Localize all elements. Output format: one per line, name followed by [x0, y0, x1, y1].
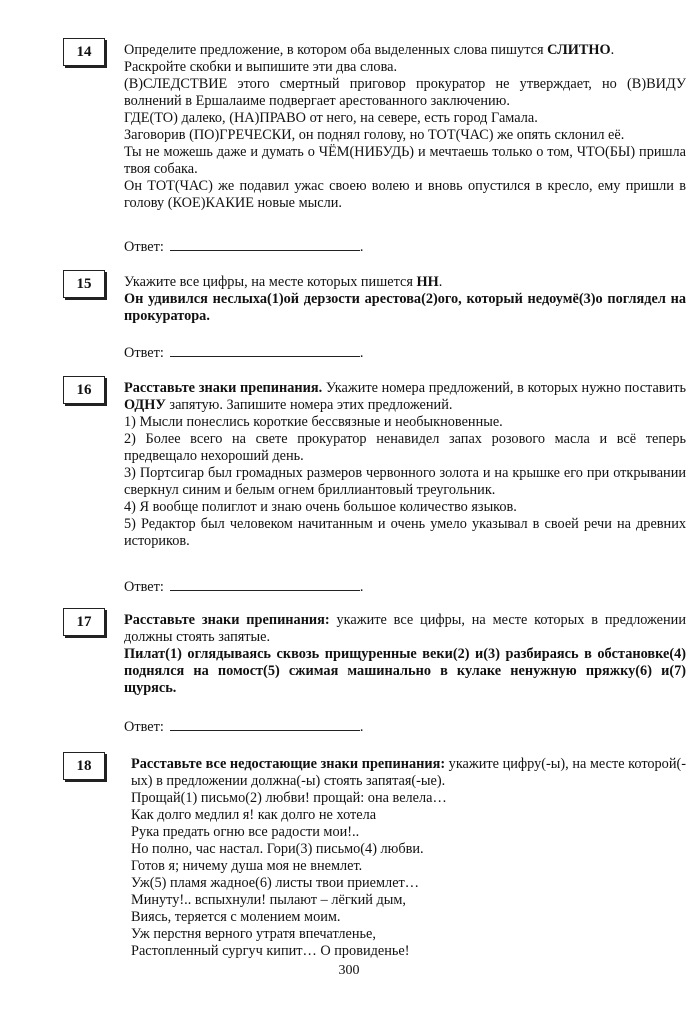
answer-line[interactable] — [170, 578, 360, 591]
list-item: 4) Я вообще полиглот и знаю очень большое количество языков. — [124, 499, 517, 515]
task-instruction: Определите предложение, в котором оба выделенных слова пишутся СЛИТНО. — [124, 42, 615, 58]
answer-line[interactable] — [170, 344, 360, 357]
answer-field[interactable]: Ответ: . — [124, 239, 364, 255]
task-number-box: 16 — [63, 376, 105, 404]
task-body — [124, 380, 686, 550]
task-line: (В)СЛЕДСТВИЕ этого смертный приговор прокуратор не утверждает, но (В)ВИДУ волнений в Ершалаиме подвергает арестованного заключению. — [124, 76, 686, 109]
poem-line: Уж(5) пламя жадное(6) листы твои приемлет… — [131, 875, 420, 891]
poem-line: Минуту!.. вспыхнули! пылают – лёгкий дым, — [131, 892, 407, 908]
page-number: 300 — [338, 963, 360, 978]
answer-label: Ответ: — [124, 239, 164, 255]
task-body — [124, 42, 686, 212]
task-instruction: Расставьте все недостающие знаки препинания: укажите цифру(-ы), на месте которой(-ых) в предложении должна(-ы) стоять запятая(-ые). — [131, 756, 687, 789]
list-item: 5) Редактор был человеком начитанным и очень умело указывал в своей речи на древних историков. — [124, 516, 686, 549]
task-body — [131, 756, 686, 960]
task-number-box: 18 — [63, 752, 105, 780]
answer-label: Ответ: — [124, 345, 164, 361]
list-item: 1) Мысли понеслись короткие бессвязные и необыкновенные. — [124, 414, 503, 430]
poem-line: Уж перстня верного утратя впечатленье, — [131, 926, 376, 942]
answer-line[interactable] — [170, 718, 360, 731]
answer-field[interactable]: Ответ: . — [124, 579, 364, 595]
poem-line: Рука предать огню все радости мои!.. — [131, 824, 360, 840]
task-line: Заговорив (ПО)ГРЕЧЕСКИ, он поднял голову, но ТОТ(ЧАС) же опять склонил её. — [124, 127, 625, 143]
task-sentence: Он удивился неслыха(1)ой дерзости арестова(2)ого, который недоумё(3)о поглядел на прокуратора. — [124, 291, 686, 324]
task-line: Раскройте скобки и выпишите эти два слова. — [124, 59, 398, 75]
poem-line: Готов я; ничему душа моя не внемлет. — [131, 858, 363, 874]
task-line: Ты не можешь даже и думать о ЧЁМ(НИБУДЬ) и мечтаешь только о том, ЧТО(БЫ) пришла твоя собака. — [124, 144, 686, 177]
task-instruction: Расставьте знаки препинания. Укажите номера предложений, в которых нужно поставить ОДНУ запятую. Запишите номера этих предложений. — [124, 380, 686, 413]
poem-line: Как долго медлил я! как долго не хотела — [131, 807, 377, 823]
task-line: Он ТОТ(ЧАС) же подавил ужас своею волею и вновь опустился в кресло, ему пришли в голову (КОЕ)КАКИЕ новые мысли. — [124, 178, 686, 211]
answer-label: Ответ: — [124, 719, 164, 735]
list-item: 2) Более всего на свете прокуратор ненавидел запах розового масла и всё теперь предвещало нехороший день. — [124, 431, 686, 464]
answer-label: Ответ: — [124, 579, 164, 595]
task-number-box: 14 — [63, 38, 105, 66]
answer-field[interactable]: Ответ: . — [124, 345, 364, 361]
task-instruction: Расставьте знаки препинания: укажите все цифры, на месте которых в предложении должны стоять запятые. — [124, 612, 686, 645]
task-body — [124, 274, 686, 325]
poem-line: Прощай(1) письмо(2) любви! прощай: она велела… — [131, 790, 447, 806]
poem-line: Растопленный сургуч кипит… О провиденье! — [131, 943, 410, 959]
task-line: ГДЕ(ТО) далеко, (НА)ПРАВО от него, на севере, есть город Гамала. — [124, 110, 538, 126]
task-number-box: 15 — [63, 270, 105, 298]
answer-line[interactable] — [170, 238, 360, 251]
poem-line: Но полно, час настал. Гори(3) письмо(4) любви. — [131, 841, 424, 857]
answer-field[interactable]: Ответ: . — [124, 719, 364, 735]
task-sentence: Пилат(1) оглядываясь сквозь прищуренные веки(2) и(3) разбираясь в обстановке(4) поднялся на помост(5) сжимая машинально в кулаке ненужную пряжку(6) и(7) щурясь. — [124, 646, 686, 696]
poem-line: Виясь, теряется с молением моим. — [131, 909, 341, 925]
task-body — [124, 612, 686, 697]
task-instruction: Укажите все цифры, на месте которых пишется НН. — [124, 274, 443, 290]
task-number-box: 17 — [63, 608, 105, 636]
list-item: 3) Портсигар был громадных размеров червонного золота и на крышке его при открывании сверкнул синим и белым огнем бриллиантовый треугольник. — [124, 465, 686, 498]
